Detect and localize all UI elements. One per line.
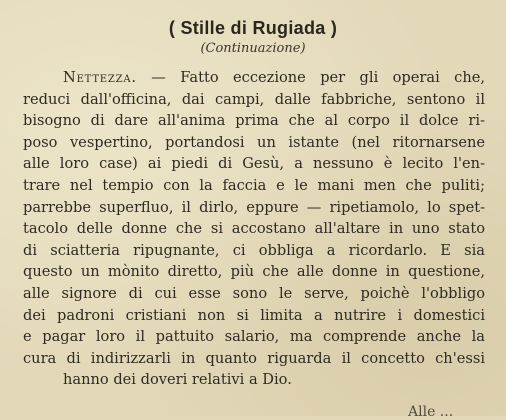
article-title: ( Stille di Rugiada ) [168, 18, 338, 38]
body-line: questo un mònito diretto, più che alle donne in questione, [23, 263, 485, 281]
body-line: parrebbe superfluo, il dirlo, eppure — ripetiamolo, lo spet- [23, 198, 485, 216]
body-line: trare nel tempio con la faccia e le mani men che puliti; [23, 176, 485, 194]
body-line: e pagar loro il pattuito salario, ma comprende anche la [23, 328, 485, 346]
body-line [23, 67, 485, 89]
body-line: reduci dall'officina, dai campi, dalle fabbriche, sentono il [23, 90, 485, 108]
lead-word: Nettezza. [63, 69, 137, 86]
article-body [23, 67, 485, 391]
body-line: dei padroni cristiani non si limita a nutrire i domestici [23, 306, 485, 324]
body-line: bisogno di dare all'anima prima che al corpo il dolce ri- [23, 112, 485, 130]
body-line: poso vespertino, portandosi un istante (nel ritornarsene [23, 133, 485, 151]
body-line: tacolo delle donne che si accostano all'altare in uno stato [23, 220, 485, 238]
article-subtitle: (Continuazione) [200, 41, 306, 56]
body-line: cura di indirizzarli in quanto riguarda il concetto ch'essi [23, 349, 485, 367]
body-line: alle signore di cui esse sono le serve, poichè l'obbligo [23, 284, 485, 302]
body-line: hanno dei doveri relativi a Dio. [63, 371, 292, 389]
next-line-fragment: Alle ... [408, 404, 454, 420]
body-line: alle loro case) ai piedi di Gesù, a nessuno è lecito l'en- [23, 155, 485, 173]
body-line-text: — Fatto eccezione per gli operai che, [136, 69, 485, 86]
body-line: di sciatteria ripugnante, ci obbliga a ricordarlo. E sia [23, 241, 485, 259]
